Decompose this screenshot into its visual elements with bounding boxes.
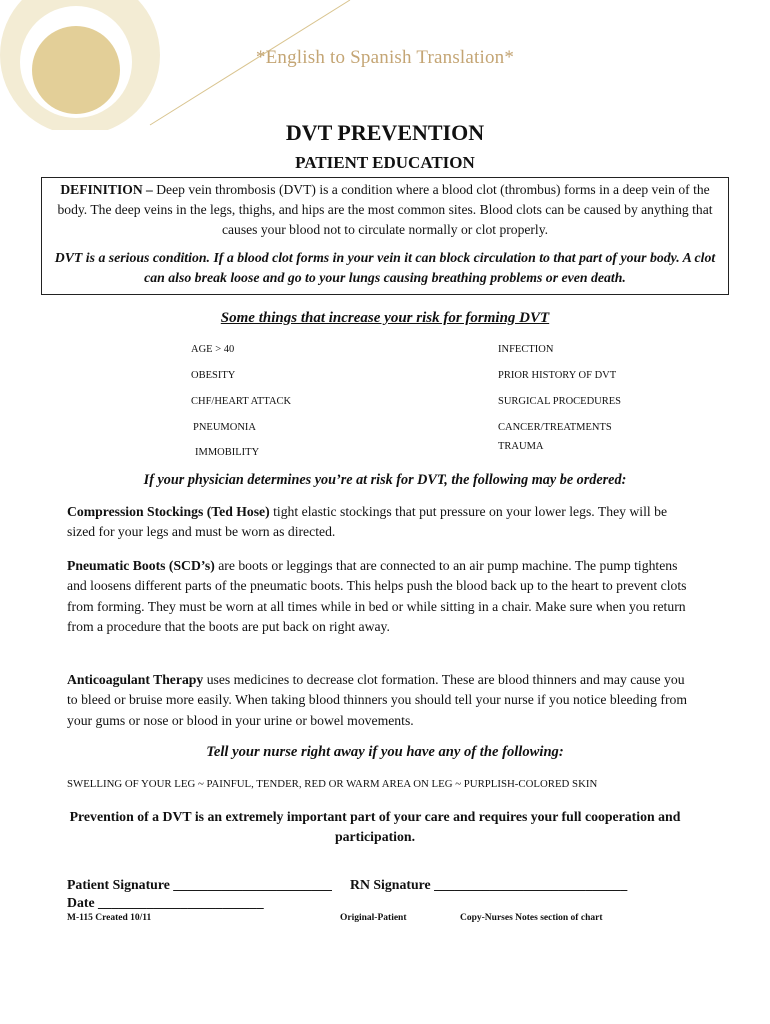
treatment-text: are boots or leggings that are connected to an air pump machine. The pump tightens and loosens different parts of the pneumatic boots. This helps push the blood back up to the heart to prevent clots from forming. They must be worn at all times while in bed or while sitting in a chair. Make sure when you return from a procedure that the boots are put back on right away. bbox=[67, 558, 687, 634]
tell-nurse-heading: Tell your nurse right away if you have any of the following: bbox=[206, 744, 564, 760]
definition-box bbox=[41, 177, 729, 295]
risk-factor: CHF/HEART ATTACK bbox=[191, 396, 292, 407]
definition-warning: DVT is a serious condition. If a blood clot forms in your vein it can block circulation to that part of your body. A clot can also break loose and go to your lungs causing breathing problems or even death. bbox=[54, 250, 716, 285]
footer-original: Original-Patient bbox=[340, 913, 407, 923]
translation-banner: *English to Spanish Translation* bbox=[255, 47, 515, 68]
treatment-text: uses medicines to decrease clot formation. These are blood thinners and may cause you to bleed or bruise more easily. When taking blood thinners you should tell your nurse if you notice bleeding from your gums or nose or blood in your urine or bowel movements. bbox=[67, 672, 687, 728]
patient-signature-line[interactable]: Patient Signature _______________________ bbox=[67, 877, 332, 892]
form-id: M-115 Created 10/11 bbox=[67, 913, 152, 923]
page-title: DVT PREVENTION bbox=[285, 120, 485, 145]
treatment-name: Compression Stockings (Ted Hose) bbox=[67, 504, 270, 519]
definition-paragraph bbox=[48, 180, 722, 240]
treatment-text: tight elastic stockings that put pressure on your lower legs. They will be sized for your legs and must be worn as directed. bbox=[67, 504, 668, 540]
treatment-compression bbox=[67, 502, 687, 543]
risk-factor: OBESITY bbox=[191, 370, 236, 381]
risk-factor: PNEUMONIA bbox=[193, 422, 256, 433]
risk-factor: AGE > 40 bbox=[191, 344, 235, 355]
risk-factor: PRIOR HISTORY OF DVT bbox=[498, 370, 617, 381]
definition-text: Deep vein thrombosis (DVT) is a condition where a blood clot (thrombus) forms in a deep vein of the body. The deep veins in the legs, thighs, and hips are the most common sites. Blood clots can be caused by anything that causes your blood not to circulate normally or clot properly. bbox=[57, 182, 713, 237]
footer-copy: Copy-Nurses Notes section of chart bbox=[460, 913, 603, 923]
treatment-pneumatic bbox=[67, 556, 687, 637]
page-subtitle: PATIENT EDUCATION bbox=[295, 153, 475, 172]
risk-factor: CANCER/TREATMENTS bbox=[498, 422, 612, 433]
risk-factor: INFECTION bbox=[498, 344, 554, 355]
risk-factor: TRAUMA bbox=[498, 441, 544, 452]
symptoms-list: SWELLING OF YOUR LEG ~ PAINFUL, TENDER, RED OR WARM AREA ON LEG ~ PURPLISH-COLORED SKIN bbox=[67, 778, 598, 790]
ordered-heading: If your physician determines you’re at risk for DVT, the following may be ordered: bbox=[143, 472, 627, 488]
risk-factor: IMMOBILITY bbox=[195, 447, 260, 458]
rn-signature-line[interactable]: RN Signature ____________________________ bbox=[350, 877, 628, 892]
date-line[interactable]: Date ________________________ bbox=[67, 895, 264, 910]
treatment-name: Pneumatic Boots (SCD’s) bbox=[67, 558, 215, 573]
inner-circle bbox=[32, 26, 120, 114]
risk-heading: Some things that increase your risk for forming DVT bbox=[220, 310, 550, 326]
definition-label: DEFINITION – bbox=[60, 182, 153, 197]
risk-factor: SURGICAL PROCEDURES bbox=[498, 396, 622, 407]
treatment-name: Anticoagulant Therapy bbox=[67, 672, 204, 687]
prevention-statement: Prevention of a DVT is an extremely important part of your care and requires your full cooperation and participation. bbox=[69, 809, 681, 844]
treatment-anticoagulant bbox=[67, 670, 687, 731]
